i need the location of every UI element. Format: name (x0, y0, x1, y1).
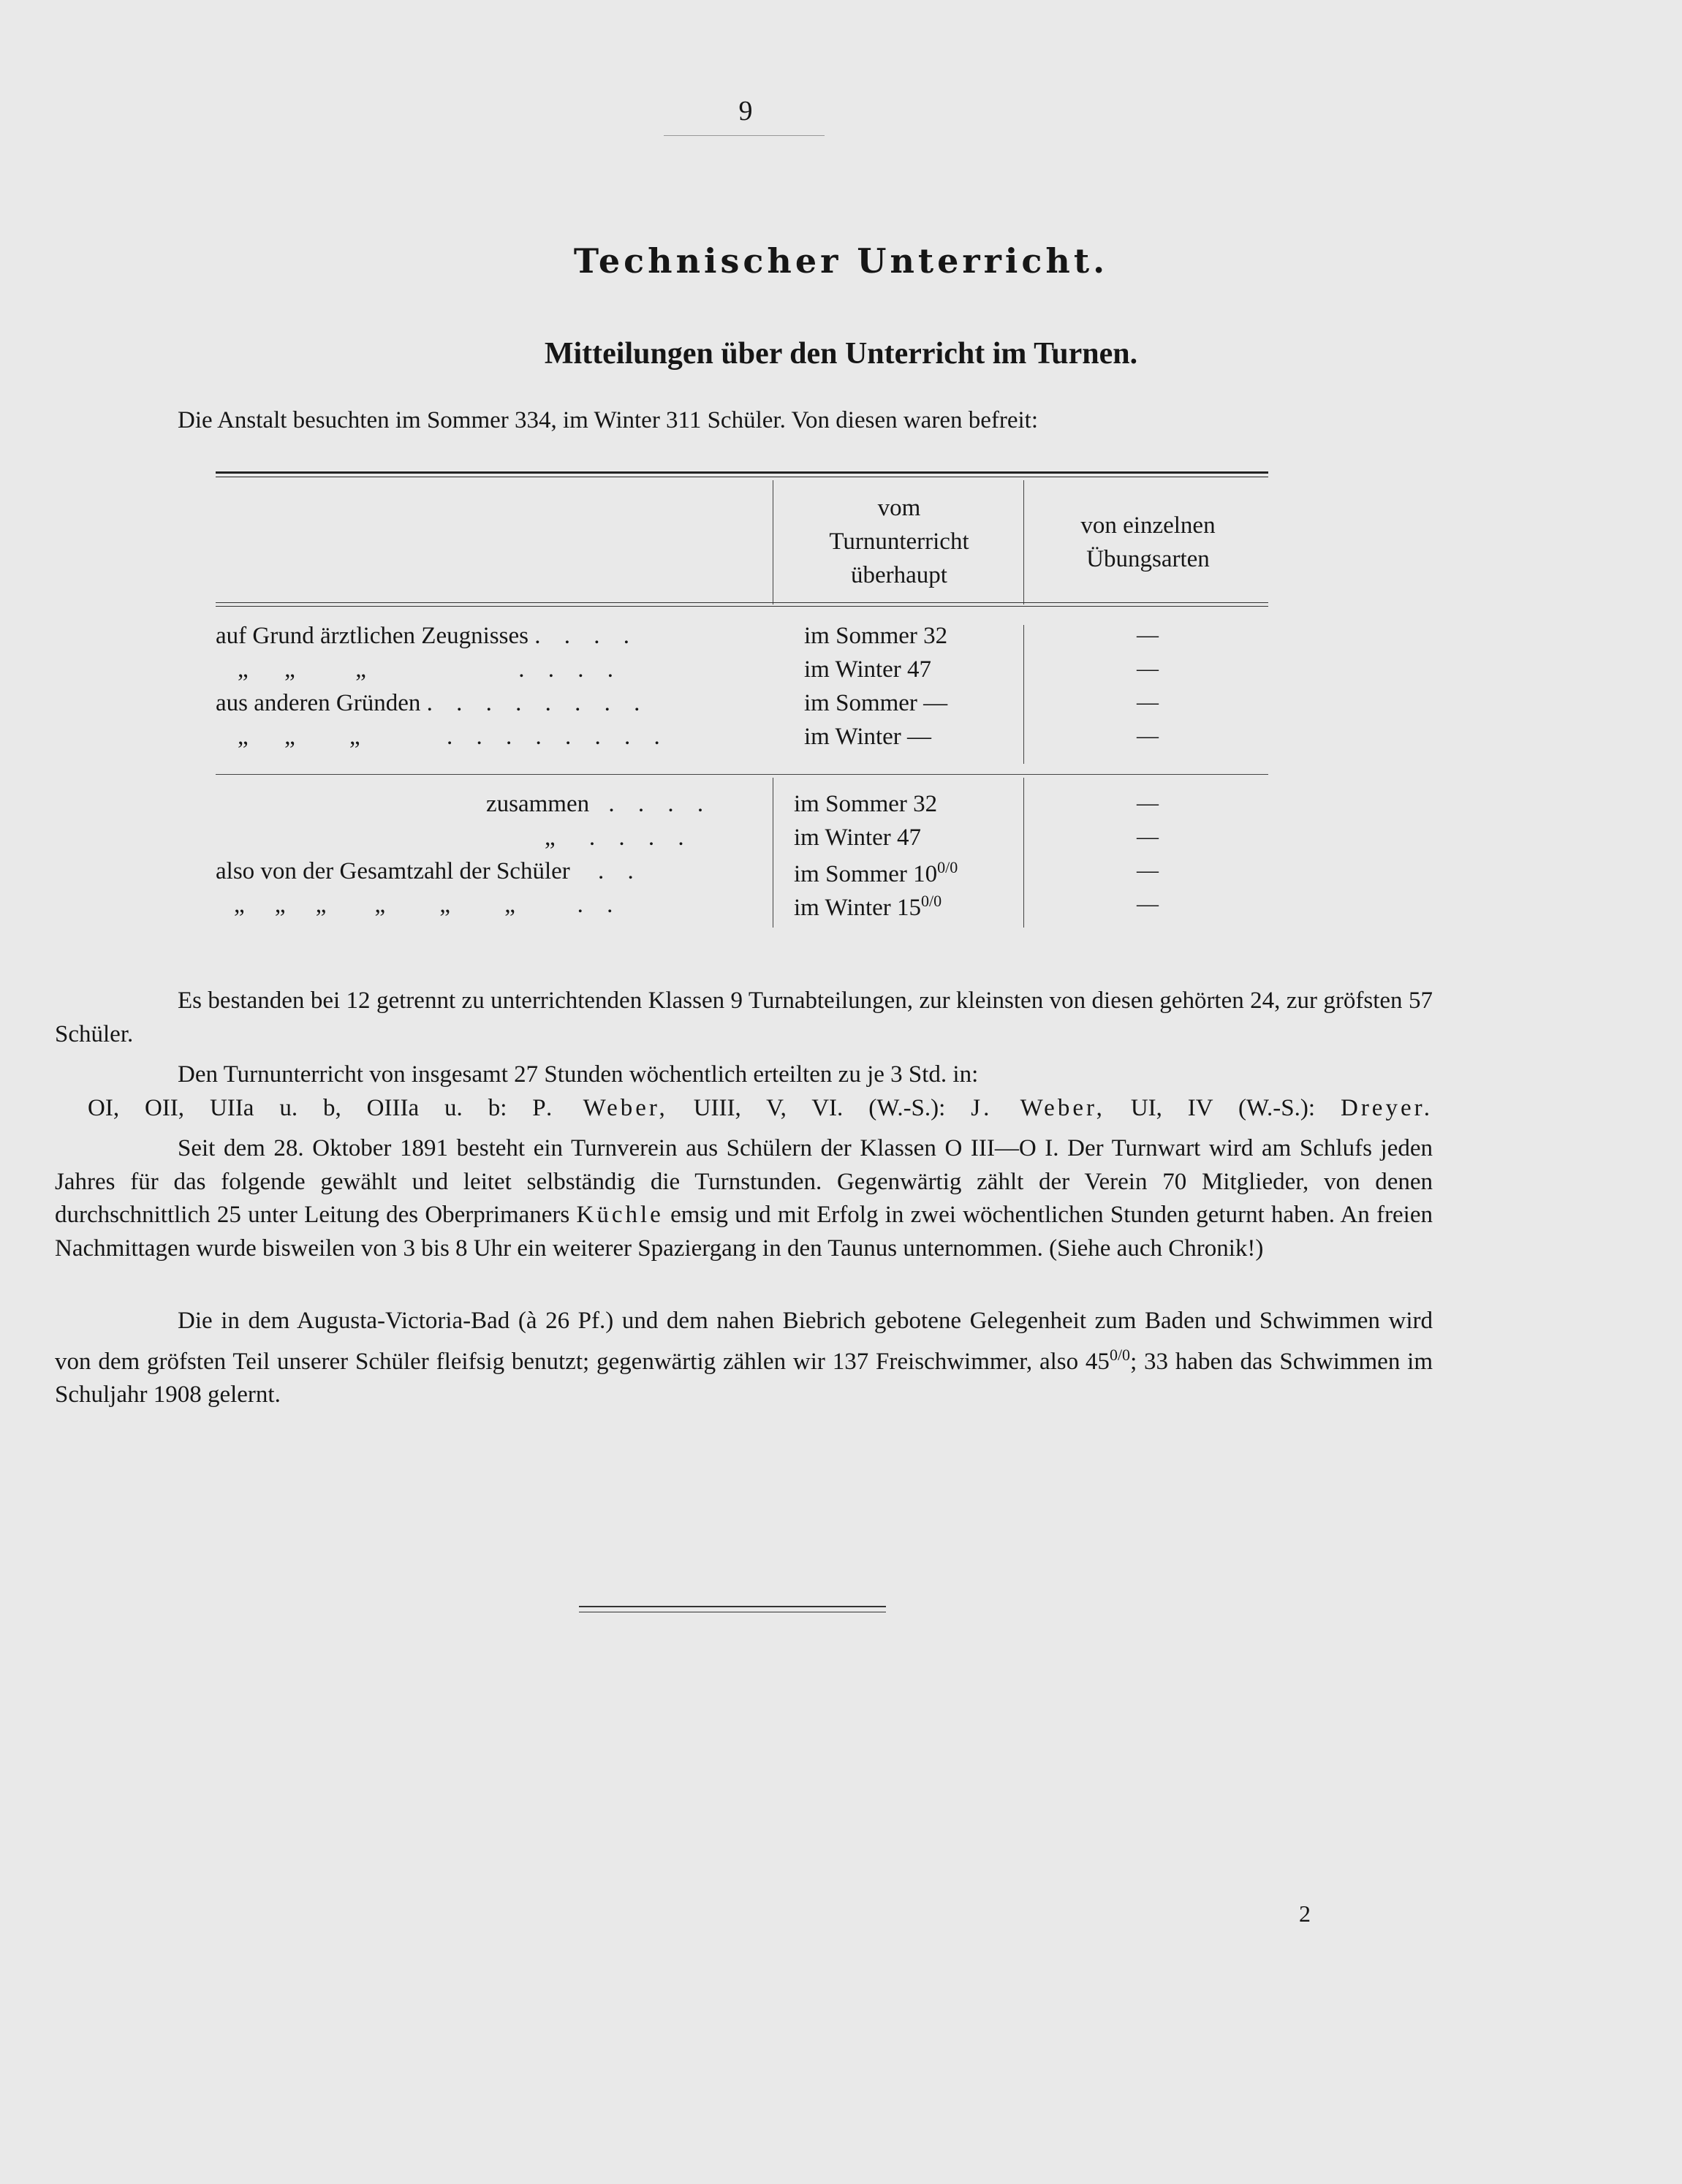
column-header-overall (775, 491, 1023, 592)
table-row-label: auf Grund ärztlichen Zeugnisses . . . . (216, 623, 638, 649)
paragraph-gymnastics-groups: Es bestanden bei 12 getrennt zu unterrichtenden Klassen 9 Turnabteilungen, zur kleinsten von diesen gehörten 24, zur gröfsten 57 Schüler. (55, 987, 1433, 1047)
table-summary-dash: — (1137, 858, 1159, 882)
table-row-dash: — (1137, 690, 1159, 714)
table-row-dash: — (1137, 656, 1159, 680)
table-summary-value: im Sommer $10^{0/0}$ (794, 858, 958, 887)
header-line: überhaupt (851, 562, 947, 588)
header-line: Übungsarten (1086, 546, 1210, 572)
table-summary-label: „ . . . . (545, 824, 693, 851)
percent-sign: 0/0 (1109, 1345, 1131, 1364)
table-summary-value: im Sommer 32 (794, 791, 938, 817)
header-line: vom (877, 495, 921, 521)
table-row-dash: — (1137, 623, 1159, 647)
table-summary-label: „ „ „ „ „ „ . . (234, 892, 622, 918)
percent-sign: 0/0 (937, 858, 958, 876)
paragraph-teachers-intro: Den Turnunterricht von insgesamt 27 Stunden wöchentlich erteilten zu je 3 Std. in: (178, 1061, 979, 1088)
table-column-divider (1023, 778, 1024, 928)
intro-text: Die Anstalt besuchten im Sommer 334, im Winter 311 Schüler. Von diesen waren befreit: (178, 407, 1038, 433)
table-summary-dash: — (1137, 791, 1159, 815)
percent-sign: 0/0 (921, 892, 942, 910)
table-summary-dash: — (1137, 892, 1159, 916)
student-name: Küchle (576, 1202, 664, 1228)
teacher-name: P. Weber, (532, 1095, 668, 1121)
table-row-value: im Sommer — (804, 690, 948, 716)
signature-mark: 2 (1299, 1900, 1311, 1927)
table-summary-label: zusammen . . . . (486, 791, 713, 817)
column-header-exercises (1026, 509, 1270, 576)
header-rule (664, 135, 825, 136)
table-header-rule (216, 602, 1268, 603)
header-line: Turnunterricht (829, 528, 969, 555)
paragraph-gymnastics-club: Seit dem 28. Oktober 1891 besteht ein Turnverein aus Schülern der Klassen O III—O I. Der Turnwart wird am Schlufs jeden Jahres für das folgende gewählt und leitet selbständig die Turnstunden. Gegenwärtig zählt der Verein 70 Mitglieder, von denen durchschnittlich 25 unter Leitung des Oberprimaners Küchle emsig und mit Erfolg in zwei wöchentlichen Stunden geturnt haben. An freien Nachmittagen wurde bisweilen von 3 bis 8 Uhr ein weiterer Spaziergang in den Taunus unternommen. (Siehe auch Chronik!) (55, 1135, 1433, 1262)
teacher-name: Dreyer. (1340, 1095, 1433, 1121)
table-summary-value: im Winter $15^{0/0}$ (794, 892, 942, 921)
table-summary-value: im Winter 47 (794, 824, 922, 851)
table-summary-dash: — (1137, 824, 1159, 849)
table-row-label: aus anderen Gründen . . . . . . . . (216, 690, 649, 716)
section-heading: Mitteilungen über den Unterricht im Turnen. (544, 337, 1138, 371)
table-column-divider (1023, 480, 1024, 604)
table-section-rule (216, 774, 1268, 775)
table-row-dash: — (1137, 724, 1159, 748)
teacher-name: J. Weber, (971, 1095, 1105, 1121)
end-rule (579, 1606, 886, 1607)
table-header-rule-thin (216, 606, 1268, 607)
paragraph-teachers-list: OI, OII, UIIa u. b, OIIIa u. b: P. Weber, UIII, V, VI. (W.-S.): J. Weber, UI, IV (W.-S.): Dreyer. (88, 1095, 1433, 1121)
table-column-divider (1023, 625, 1024, 764)
table-row-label: „ „ „ . . . . (238, 656, 622, 683)
table-row-value: im Winter — (804, 724, 932, 750)
page-title: Technischer Unterricht. (573, 241, 1109, 281)
table-row-label: „ „ „ . . . . . . . . (238, 724, 669, 750)
page-number: 9 (738, 96, 753, 126)
paragraph-swimming: Die in dem Augusta-Victoria-Bad (à 26 Pf.) und dem nahen Biebrich gebotene Gelegenheit zum Baden und Schwimmen wird von dem gröfsten Teil unserer Schüler fleifsig benutzt; gegenwärtig zählen wir 137 Freischwimmer, also $45^{0/0}$; 33 haben das Schwimmen im Schuljahr 1908 gelernt. (55, 1308, 1433, 1408)
table-row-value: im Winter 47 (804, 656, 932, 683)
table-rule-top (216, 471, 1268, 474)
table-row-value: im Sommer 32 (804, 623, 948, 649)
header-line: von einzelnen (1080, 512, 1216, 539)
table-summary-label: also von der Gesamtzahl der Schüler . . (216, 858, 643, 884)
